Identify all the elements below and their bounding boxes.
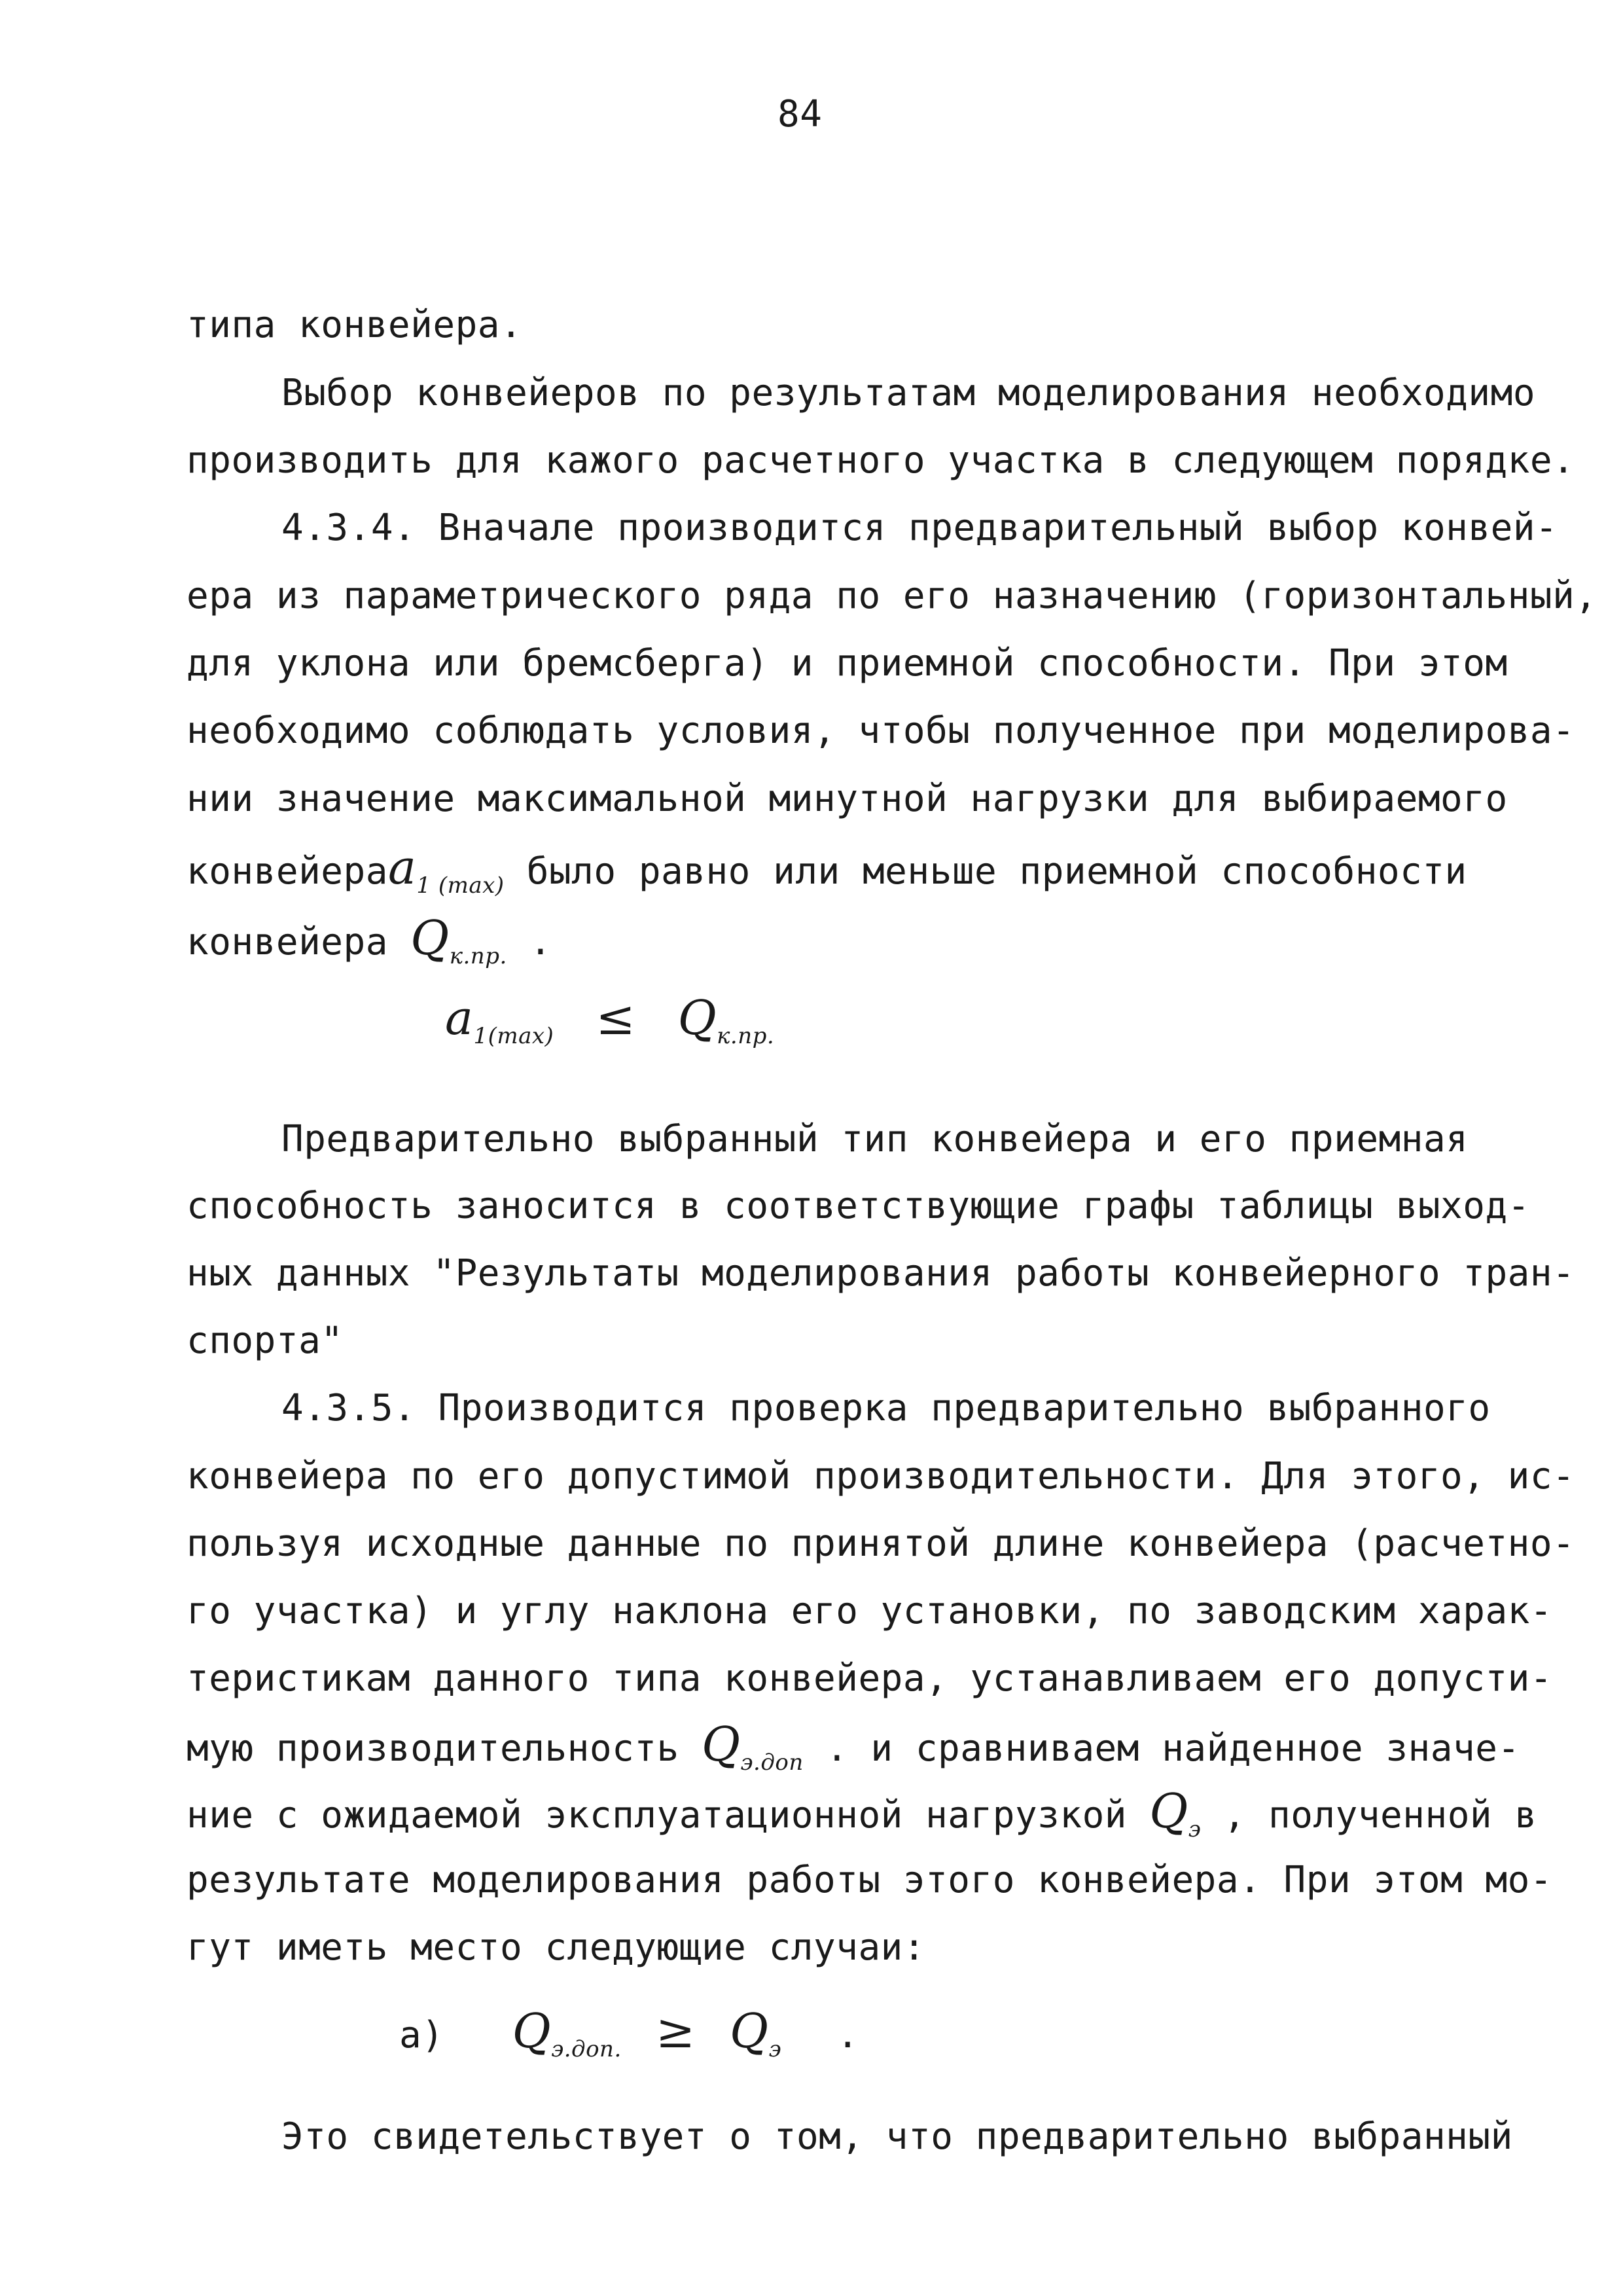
text-line: 4.3.4. Вначале производится предварительный выбор конвей- bbox=[281, 507, 1558, 549]
text-line-with-formula bbox=[187, 840, 1467, 899]
text-line: конвейера по его допустимой производительности. Для этого, ис- bbox=[187, 1455, 1575, 1498]
symbol-subscript: э.доп bbox=[740, 1749, 804, 1776]
symbol-subscript: э bbox=[768, 2036, 782, 2062]
relation-symbol: ≤ bbox=[596, 990, 636, 1045]
text-line-with-formula bbox=[187, 1717, 1520, 1776]
text-line: производить для кажого расчетного участка в следующем порядке. bbox=[187, 439, 1575, 482]
text-line: пользуя исходные данные по принятой длине конвейера (расчетно- bbox=[187, 1522, 1575, 1565]
text-fragment: ние с ожидаемой эксплуатационной нагрузкой bbox=[187, 1794, 1150, 1837]
symbol-subscript: к.пр. bbox=[717, 1023, 775, 1049]
symbol-q: Q bbox=[512, 2003, 552, 2058]
text-line: Предварительно выбранный тип конвейера и его приемная bbox=[281, 1118, 1469, 1160]
symbol-q: Q bbox=[701, 1717, 741, 1772]
page-number: 84 bbox=[777, 93, 823, 135]
text-line: Выбор конвейеров по результатам моделирования необходимо bbox=[281, 372, 1536, 414]
symbol-a: a bbox=[387, 840, 417, 895]
case-label: а) bbox=[399, 2014, 444, 2056]
text-line: нии значение максимальной минутной нагрузки для выбираемого bbox=[187, 778, 1508, 820]
text-fragment: . и сравниваем найденное значе- bbox=[803, 1727, 1520, 1770]
text-fragment: конвейера bbox=[187, 850, 388, 893]
text-line: результате моделирования работы этого конвейера. При этом мо- bbox=[187, 1859, 1553, 1901]
symbol-subscript: э bbox=[1188, 1816, 1202, 1842]
symbol-subscript: э.доп. bbox=[551, 2036, 622, 2062]
text-line: Это свидетельствует о том, что предварительно выбранный bbox=[281, 2115, 1513, 2158]
text-line-with-formula bbox=[187, 910, 552, 970]
text-line: 4.3.5. Производится проверка предварительно выбранного bbox=[281, 1387, 1491, 1429]
text-fragment: конвейера bbox=[187, 921, 411, 963]
text-fragment: было равно или меньше приемной способности bbox=[504, 850, 1467, 893]
formula-inequality bbox=[445, 990, 775, 1050]
text-line: для уклона или бремсберга) и приемной способности. При этом bbox=[187, 642, 1508, 685]
formula-case-a bbox=[399, 2003, 859, 2063]
symbol-q: Q bbox=[410, 910, 450, 965]
text-line: необходимо соблюдать условия, чтобы полученное при моделирова- bbox=[187, 709, 1575, 752]
text-fragment: . bbox=[507, 921, 552, 963]
symbol-q: Q bbox=[677, 990, 717, 1045]
symbol-a: a bbox=[445, 990, 474, 1045]
text-line: способность заносится в соответствующие графы таблицы выход- bbox=[187, 1185, 1530, 1227]
text-line: гут иметь место следующие случаи: bbox=[187, 1926, 926, 1969]
symbol-subscript: 1(max) bbox=[473, 1023, 554, 1049]
symbol-q: Q bbox=[1149, 1784, 1188, 1839]
symbol-q: Q bbox=[730, 2003, 769, 2058]
text-fragment: , полученной в bbox=[1201, 1794, 1537, 1837]
text-line: ера из параметрического ряда по его назначению (горизонтальный, bbox=[187, 575, 1597, 617]
symbol-subscript: к.пр. bbox=[449, 943, 507, 969]
text-line: спорта" bbox=[187, 1319, 344, 1362]
text-line: ных данных "Результаты моделирования работы конвейерного тран- bbox=[187, 1252, 1575, 1295]
relation-symbol: ≥ bbox=[655, 2003, 696, 2058]
text-fragment: мую производительность bbox=[187, 1727, 702, 1770]
text-line: теристикам данного типа конвейера, устанавливаем его допусти- bbox=[187, 1657, 1553, 1700]
symbol-subscript: 1 (max) bbox=[416, 872, 505, 899]
text-line: го участка) и углу наклона его установки, по заводским харак- bbox=[187, 1590, 1553, 1632]
text-line-with-formula bbox=[187, 1784, 1537, 1843]
text-line: типа конвейера. bbox=[187, 304, 523, 346]
formula-end: . bbox=[836, 2014, 859, 2056]
